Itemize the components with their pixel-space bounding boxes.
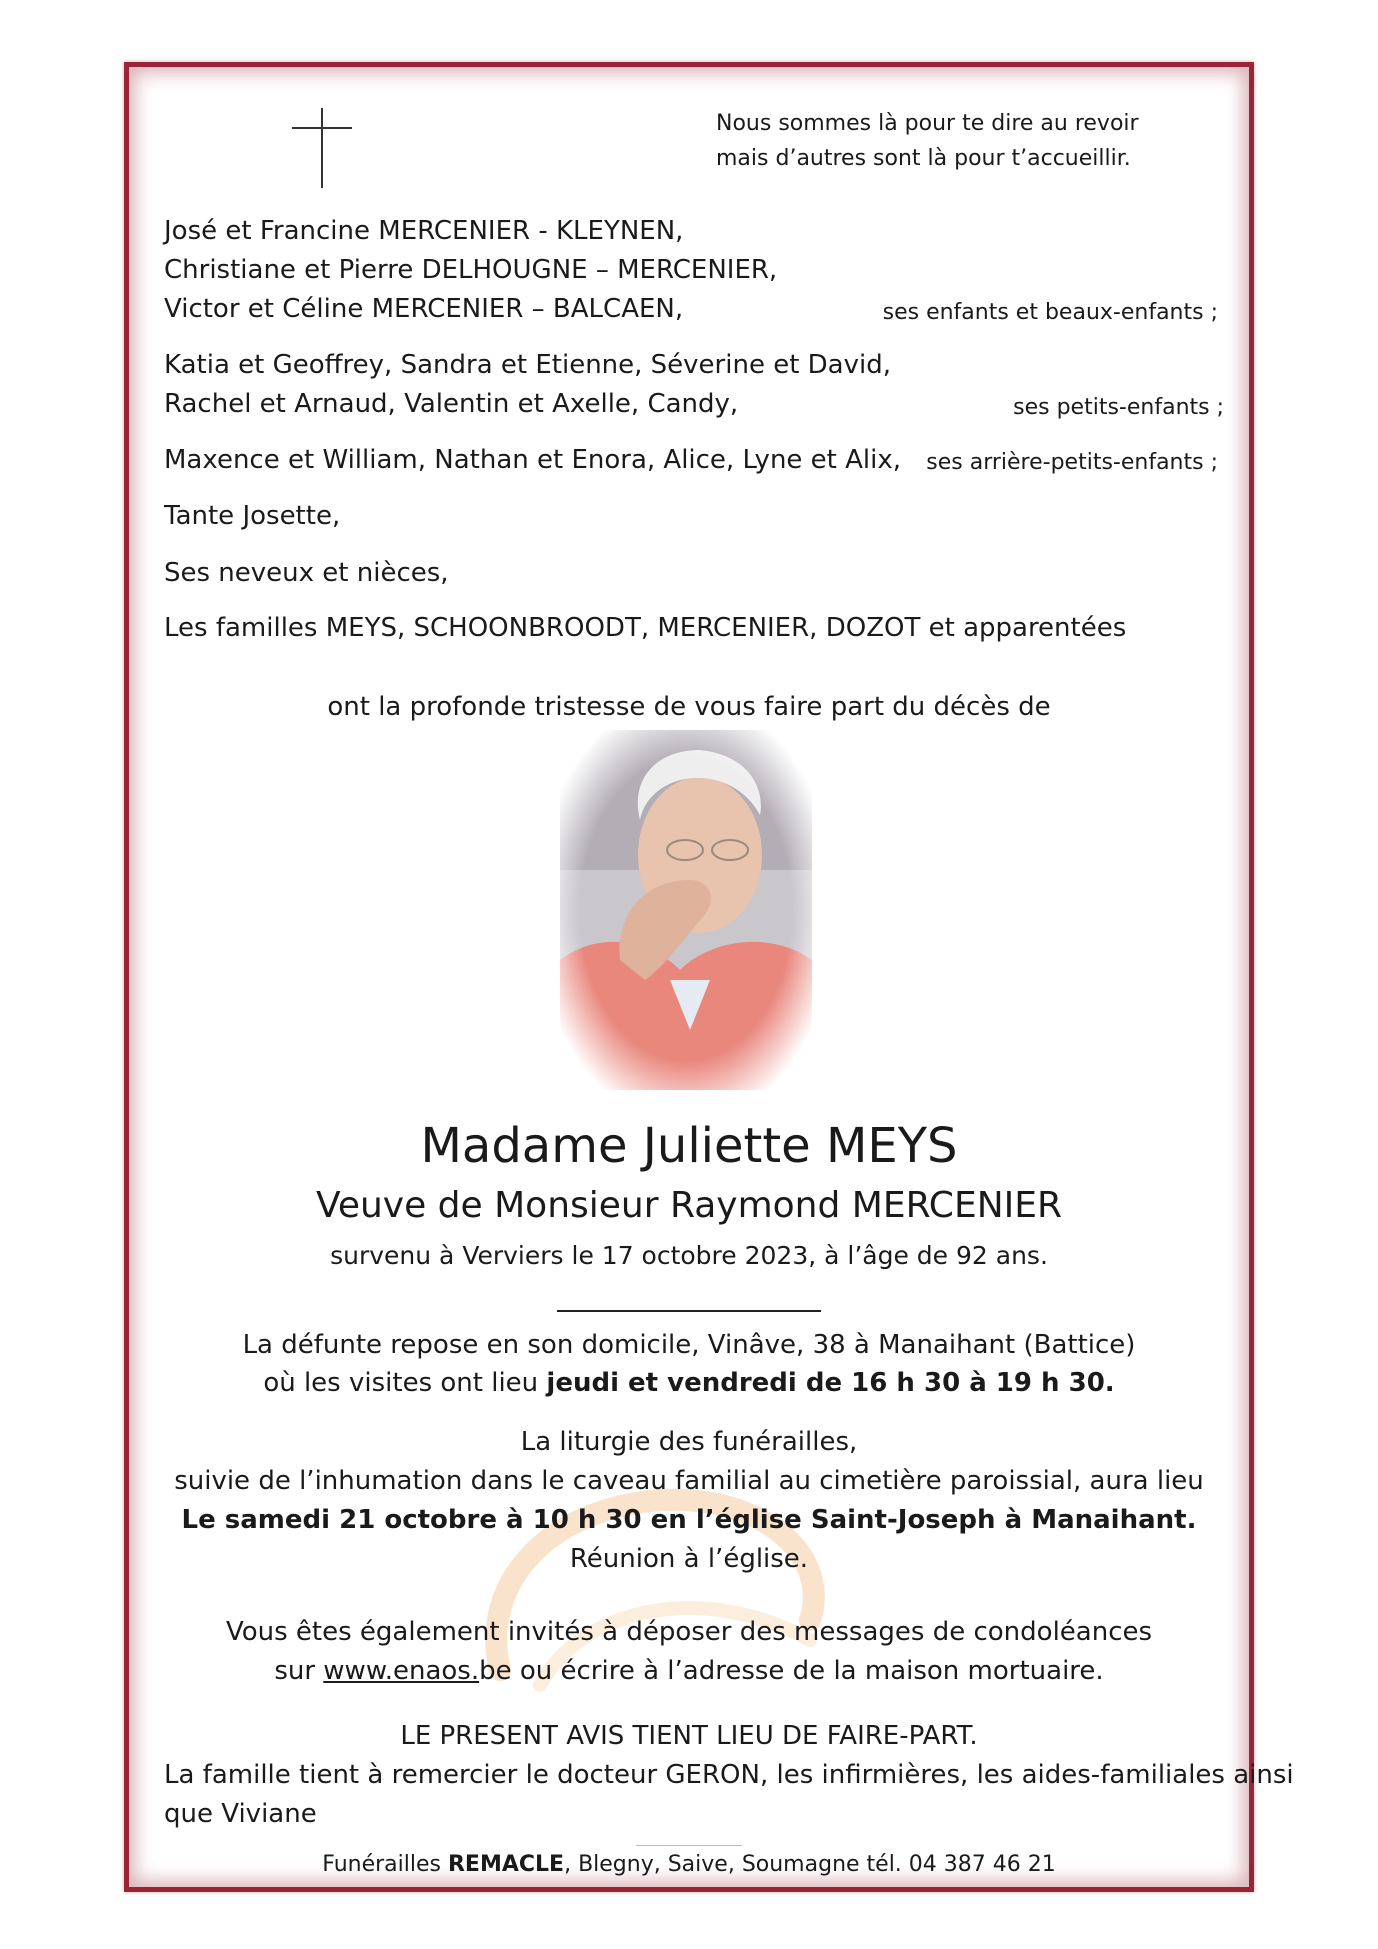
child-line: Victor et Céline MERCENIER – BALCAEN, xyxy=(164,294,684,324)
thanks-line: que Viviane xyxy=(164,1799,317,1829)
visits-line: La défunte repose en son domicile, Vinâve, 38 à Manaihant (Battice) xyxy=(242,1330,1136,1360)
funeral-date xyxy=(124,1505,1254,1535)
child-line: José et Francine MERCENIER - KLEYNEN, xyxy=(164,216,684,246)
notice-line: LE PRESENT AVIS TIENT LIEU DE FAIRE-PART. xyxy=(400,1721,978,1751)
families-line: Les familles MEYS, SCHOONBROODT, MERCENIER, DOZOT et apparentées xyxy=(164,613,1127,643)
thanks-line: La famille tient à remercier le docteur GERON, les infirmières, les aides-familiales ainsi xyxy=(164,1760,1294,1790)
condolences-prefix: sur xyxy=(274,1656,324,1686)
visits-hours xyxy=(124,1368,1254,1398)
death-date: survenu à Verviers le 17 octobre 2023, à l’âge de 92 ans. xyxy=(330,1241,1048,1270)
quote-line: Nous sommes là pour te dire au revoir xyxy=(716,111,1139,136)
condolences-line: Vous êtes également invités à déposer des messages de condoléances xyxy=(225,1617,1153,1647)
footer-company: REMACLE xyxy=(447,1852,565,1877)
cross-icon xyxy=(292,108,352,188)
separator-line xyxy=(557,1310,821,1312)
footer xyxy=(124,1852,1254,1877)
funeral-date-bold: Le samedi 21 octobre à 10 h 30 en l’église Saint-Joseph à Manaihant. xyxy=(181,1505,1197,1535)
great-grandchildren-role: ses arrière-petits-enfants ; xyxy=(926,450,1218,475)
portrait-photo xyxy=(560,730,812,1090)
announcement: ont la profonde tristesse de vous faire part du décès de xyxy=(327,692,1051,722)
aunt-line: Tante Josette, xyxy=(164,501,341,531)
deceased-name: Madame Juliette MEYS xyxy=(420,1118,958,1174)
child-line: Christiane et Pierre DELHOUGNE – MERCENIER, xyxy=(164,255,778,285)
nephews-line: Ses neveux et nièces, xyxy=(164,558,449,588)
epitaph-quote xyxy=(716,106,1139,176)
children-role: ses enfants et beaux-enfants ; xyxy=(882,300,1218,325)
grandchildren-role: ses petits-enfants ; xyxy=(1013,395,1224,420)
footer-separator xyxy=(636,1845,742,1846)
enaos-link[interactable]: www.enaos. xyxy=(323,1656,480,1686)
funeral-line: suivie de l’inhumation dans le caveau familial au cimetière paroissial, aura lieu xyxy=(174,1466,1204,1496)
widow-of: Veuve de Monsieur Raymond MERCENIER xyxy=(315,1185,1062,1226)
condolences-suffix: be ou écrire à l’adresse de la maison mortuaire. xyxy=(479,1656,1104,1686)
great-grandchild-line: Maxence et William, Nathan et Enora, Alice, Lyne et Alix, xyxy=(164,445,902,475)
reunion-line: Réunion à l’église. xyxy=(569,1544,809,1574)
visits-hours-prefix: où les visites ont lieu xyxy=(263,1368,547,1398)
funeral-line: La liturgie des funérailles, xyxy=(520,1427,858,1457)
grandchild-line: Rachel et Arnaud, Valentin et Axelle, Candy, xyxy=(164,389,739,419)
grandchild-line: Katia et Geoffrey, Sandra et Etienne, Séverine et David, xyxy=(164,350,891,380)
footer-suffix: , Blegny, Saive, Soumagne tél. 04 387 46 21 xyxy=(564,1852,1056,1877)
quote-line: mais d’autres sont là pour t’accueillir. xyxy=(716,146,1131,171)
visits-hours-bold: jeudi et vendredi de 16 h 30 à 19 h 30. xyxy=(546,1368,1115,1398)
footer-prefix: Funérailles xyxy=(322,1852,448,1877)
condolences-link-line xyxy=(124,1656,1254,1686)
